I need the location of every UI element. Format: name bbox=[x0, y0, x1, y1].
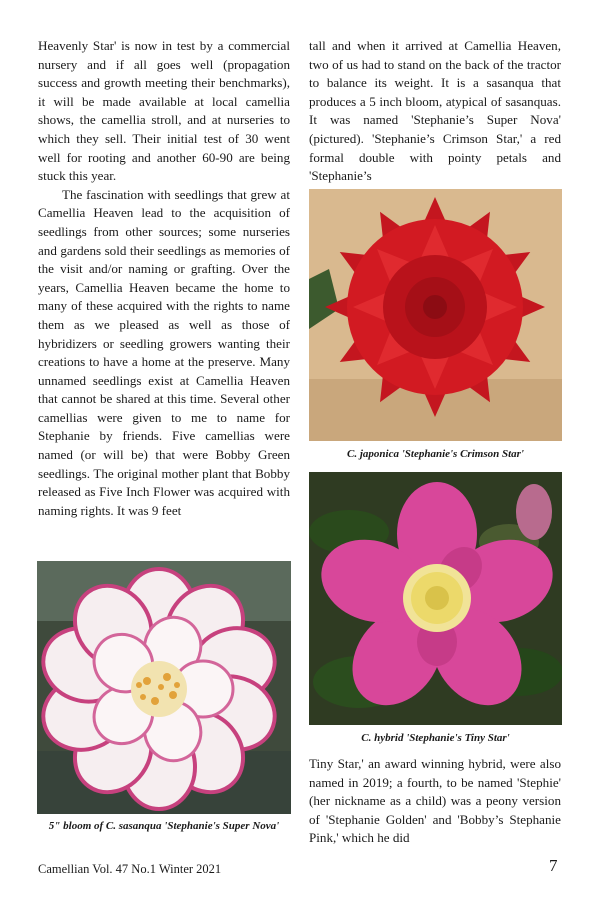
crimson-star-photo bbox=[309, 189, 562, 441]
article-column-right-bottom bbox=[309, 755, 561, 848]
article-paragraph: tall and when it arrived at Camellia Heaven, two of us had to stand on the back of the tractor to balance its weight. It is a sasanqua that produces a 5 inch bloom, atypical of sasanquas. It was named 'Stephanie’s Super Nova' (pictured). 'Stephanie’s Crimson Star,' a red formal double with pointy petals and 'Stephanie’s bbox=[309, 38, 561, 184]
tiny-star-photo bbox=[309, 472, 562, 725]
footer-journal-info: Camellian Vol. 47 No.1 Winter 2021 bbox=[38, 862, 222, 876]
tiny-star-caption: C. hybrid 'Stephanie's Tiny Star' bbox=[361, 732, 510, 744]
crimson-star-caption: C. japonica 'Stephanie's Crimson Star' bbox=[347, 448, 524, 460]
super-nova-caption: 5" bloom of C. sasanqua 'Stephanie's Super Nova' bbox=[48, 820, 280, 832]
article-column-right-top bbox=[309, 37, 561, 186]
article-paragraph: Tiny Star,' an award winning hybrid, were also named in 2019; a fourth, to be named 'Stephie' (her nickname as a child) was a peony version of 'Stephanie Golden' and 'Bobby’s Stephanie Pink,' which he did bbox=[309, 756, 561, 846]
article-paragraph: Heavenly Star' is now in test by a commercial nursery and if all goes well (propagation success and growth meeting their benchmarks), it will be made available at local camellia shows, the camellia stroll, and at nurseries to which they sell. Their initial test of 30 went well for rooting and another 60-90 are being stuck this year. bbox=[38, 38, 290, 184]
article-column-left bbox=[38, 37, 290, 520]
page-number: 7 bbox=[549, 856, 558, 875]
article-paragraph: The fascination with seedlings that grew at Camellia Heaven lead to the acquisition of seedlings from other sources; some nurseries and gardens sold their seedlings as memories of the visit and/or naming or grafting. Over the years, Camellia Heaven became the home to many of these acquired with the rights to name them as we pleased as well as those of hybridizers or seedling growers wanting their creations to have a home at the preserve. Many unnamed seedlings exist at Camellia Heaven that cannot be shared at this time. Several other camellias were given to me to name for Stephanie by friends. Five camellias were named (or will be) that were Bobby Green seedlings. The original mother plant that Bobby released as Five Inch Flower was acquired with naming rights. It was 9 feet bbox=[38, 186, 290, 518]
super-nova-photo bbox=[37, 561, 291, 814]
